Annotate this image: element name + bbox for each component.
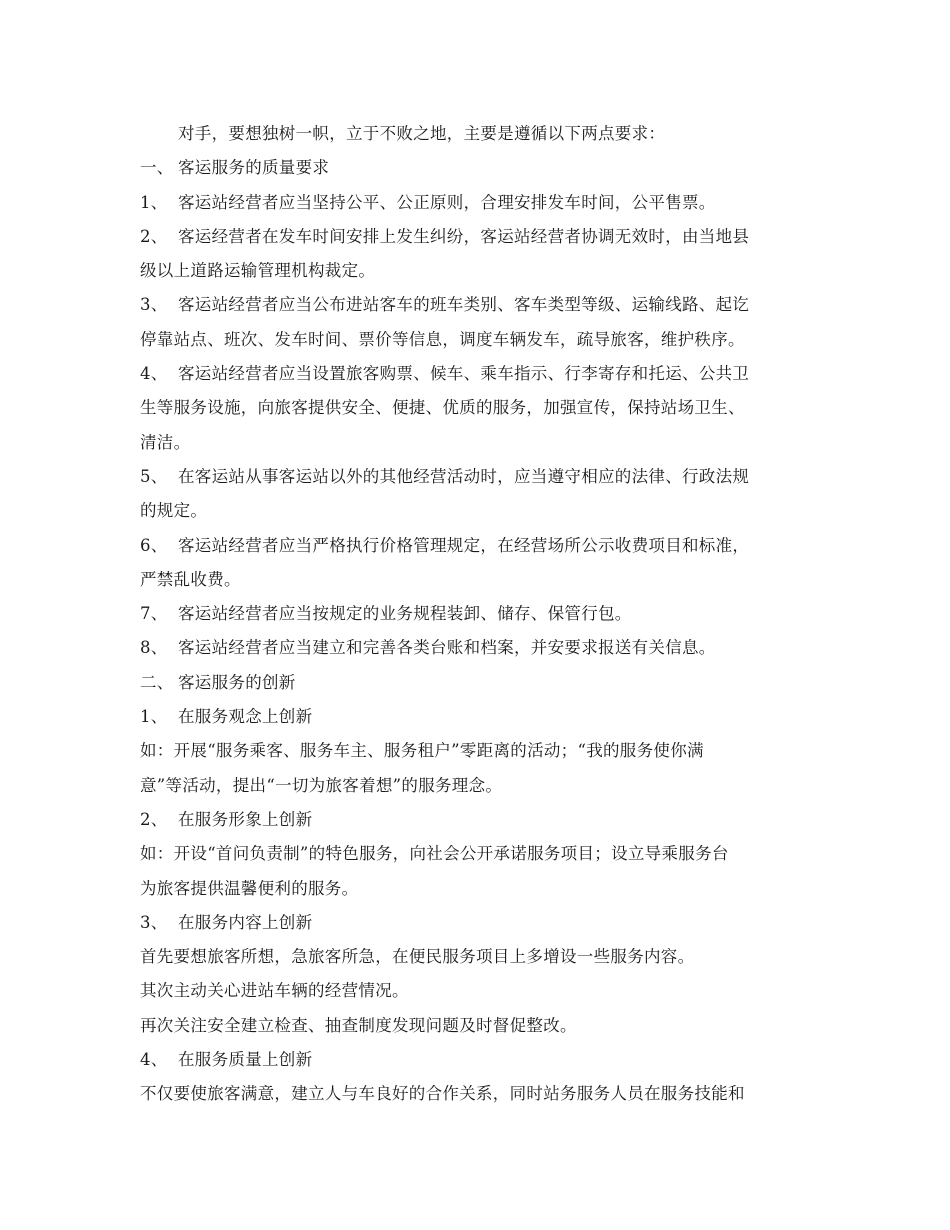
item-text: 在服务形象上创新 — [178, 809, 313, 829]
paragraph-line — [140, 734, 820, 768]
item-text: 为旅客提供温馨便利的服务。 — [140, 878, 359, 898]
item-number: 4、 — [140, 1050, 168, 1070]
continuation-line — [140, 563, 820, 597]
item-text: 客运站经营者应当设置旅客购票、候车、乘车指示、行李寄存和托运、公共卫 — [178, 364, 750, 384]
paragraph-line — [140, 837, 820, 871]
continuation-line — [140, 494, 820, 528]
continuation-line — [140, 391, 820, 425]
subsection-heading — [140, 906, 820, 940]
item-text: 生等服务设施，向旅客提供安全、便捷、优质的服务，加强宣传，保持站场卫生、 — [140, 398, 745, 418]
item-text: 不仅要使旅客满意，建立人与车良好的合作关系，同时站务服务人员在服务技能和 — [140, 1084, 745, 1104]
section-title: 客运服务的质量要求 — [178, 158, 330, 178]
item-text: 客运经营者在发车时间安排上发生纠纷，客运站经营者协调无效时，由当地县 — [178, 226, 750, 246]
item-text: 客运站经营者应当公布进站客车的班车类别、客车类型等级、运输线路、起讫 — [178, 295, 750, 315]
continuation-line — [140, 323, 820, 357]
item-text: 首先要想旅客所想，急旅客所急，在便民服务项目上多增设一些服务内容。 — [140, 947, 695, 967]
item-number: 4、 — [140, 364, 168, 384]
item-text: 意”等活动，提出“一切为旅客着想”的服务理念。 — [140, 775, 503, 795]
text-line — [140, 117, 820, 151]
document-body — [140, 117, 820, 1112]
item-text: 清洁。 — [140, 432, 191, 452]
item-text: 再次关注安全建立检查、抽查制度发现问题及时督促整改。 — [140, 1015, 577, 1035]
section-title: 客运服务的创新 — [178, 672, 296, 692]
item-number: 7、 — [140, 604, 168, 624]
paragraph-line — [140, 872, 820, 906]
item-number: 6、 — [140, 535, 168, 555]
list-item — [140, 460, 820, 494]
item-number: 2、 — [140, 809, 168, 829]
continuation-line — [140, 426, 820, 460]
list-item — [140, 631, 820, 665]
item-text: 客运站经营者应当坚持公平、公正原则，合理安排发车时间，公平售票。 — [178, 192, 716, 212]
continuation-line — [140, 254, 820, 288]
section-heading — [140, 151, 820, 185]
item-number: 1、 — [140, 707, 168, 727]
list-item — [140, 597, 820, 631]
item-text: 在服务质量上创新 — [178, 1050, 313, 1070]
subsection-heading — [140, 1043, 820, 1077]
section-heading — [140, 666, 820, 700]
list-item — [140, 288, 820, 322]
item-text: 的规定。 — [140, 501, 208, 521]
item-text: 如：开设“首问负责制”的特色服务，向社会公开承诺服务项目；设立导乘服务台 — [140, 844, 729, 864]
item-text: 客运站经营者应当按规定的业务规程装卸、储存、保管行包。 — [178, 604, 632, 624]
section-number: 二、 — [140, 672, 174, 692]
list-item — [140, 220, 820, 254]
list-item — [140, 529, 820, 563]
section-number: 一、 — [140, 158, 174, 178]
item-number: 1、 — [140, 192, 168, 212]
paragraph-line — [140, 769, 820, 803]
list-item — [140, 186, 820, 220]
item-text: 客运站经营者应当严格执行价格管理规定，在经营场所公示收费项目和标准， — [178, 535, 750, 555]
subsection-heading — [140, 700, 820, 734]
item-text: 客运站经营者应当建立和完善各类台账和档案，并安要求报送有关信息。 — [178, 638, 716, 658]
item-text: 级以上道路运输管理机构裁定。 — [140, 261, 376, 281]
item-text: 在客运站从事客运站以外的其他经营活动时，应当遵守相应的法律、行政法规 — [178, 466, 750, 486]
item-number: 2、 — [140, 226, 168, 246]
subsection-heading — [140, 803, 820, 837]
paragraph-line — [140, 974, 820, 1008]
item-text: 在服务观念上创新 — [178, 707, 313, 727]
item-number: 3、 — [140, 912, 168, 932]
item-number: 8、 — [140, 638, 168, 658]
item-text: 在服务内容上创新 — [178, 912, 313, 932]
line-text: 对手，要想独树一帜，立于不败之地，主要是遵循以下两点要求： — [178, 124, 666, 143]
item-number: 3、 — [140, 295, 168, 315]
paragraph-line — [140, 940, 820, 974]
paragraph-line — [140, 1077, 820, 1111]
item-text: 严禁乱收费。 — [140, 569, 241, 589]
item-number: 5、 — [140, 466, 168, 486]
list-item — [140, 357, 820, 391]
item-text: 其次主动关心进站车辆的经营情况。 — [140, 981, 409, 1001]
item-text: 停靠站点、班次、发车时间、票价等信息，调度车辆发车，疏导旅客，维护秩序。 — [140, 329, 745, 349]
item-text: 如：开展“服务乘客、服务车主、服务租户”零距离的活动；“我的服务使你满 — [140, 741, 704, 761]
paragraph-line — [140, 1009, 820, 1043]
